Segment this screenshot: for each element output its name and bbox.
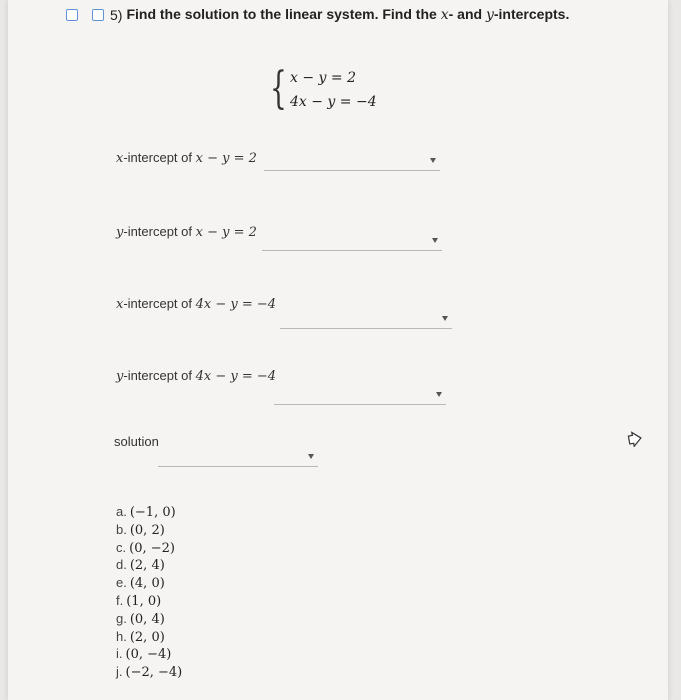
chevron-down-icon (436, 392, 442, 397)
field-label-eq: x − y = 2 (195, 225, 257, 240)
field-label-var: y (116, 225, 124, 240)
answer-dropdown-3[interactable] (280, 310, 452, 329)
field-label (116, 368, 276, 384)
flag-checkbox[interactable] (66, 9, 78, 21)
question-text-part: - and (448, 6, 486, 22)
mouse-cursor-icon (627, 431, 643, 447)
field-label-var: y (116, 369, 124, 384)
option-value: (0, 4) (129, 611, 165, 627)
chevron-down-icon (442, 316, 448, 321)
field-label-eq: 4x − y = −4 (195, 369, 277, 384)
answer-dropdown-solution[interactable] (158, 448, 318, 467)
list-item (116, 629, 182, 647)
list-item (116, 593, 182, 611)
question-page (8, 0, 668, 700)
option-value: (−1, 0) (129, 505, 176, 520)
list-item (116, 540, 182, 558)
answer-dropdown-4[interactable] (274, 386, 446, 405)
list-item (116, 646, 182, 664)
list-item (116, 522, 182, 540)
field-row-solution (114, 434, 159, 450)
field-label-eq: 4x − y = −4 (195, 297, 277, 312)
option-value: (4, 0) (129, 576, 165, 592)
field-label-text: -intercept of (123, 296, 196, 311)
field-label (116, 296, 276, 312)
field-row-x-intercept-1 (116, 150, 257, 166)
question-text-part: Find the solution to the linear system. Find the (126, 6, 441, 22)
option-value: (0, −4) (125, 647, 172, 663)
chevron-down-icon (432, 238, 438, 243)
list-item (116, 575, 182, 593)
question-text (126, 6, 569, 23)
option-letter: a. (116, 504, 127, 519)
list-item (116, 504, 182, 522)
option-value: (−2, −4) (125, 665, 183, 681)
option-letter: f. (116, 592, 124, 608)
system-brace: { (270, 63, 287, 114)
option-value: (2, 4) (129, 558, 165, 574)
question-var-y: y (485, 7, 494, 23)
question-header (66, 6, 569, 23)
field-label (116, 224, 257, 240)
option-letter: d. (116, 557, 127, 573)
option-letter: g. (116, 610, 127, 626)
field-label (114, 434, 159, 450)
option-letter: i. (116, 646, 123, 662)
equation-2: 4x − y = −4 (290, 94, 377, 110)
field-row-y-intercept-2 (116, 368, 276, 384)
field-label-text: -intercept of (123, 150, 196, 165)
field-label-text: -intercept of (123, 368, 196, 383)
field-row-y-intercept-1 (116, 224, 257, 240)
field-label-var: x (116, 297, 124, 312)
answer-dropdown-2[interactable] (262, 232, 442, 251)
option-letter: j. (116, 664, 123, 680)
option-letter: h. (116, 628, 127, 644)
answer-dropdown-1[interactable] (264, 152, 440, 171)
question-text-part: -intercepts. (493, 6, 570, 22)
question-var-x: x (440, 7, 449, 23)
field-label-var: x (116, 151, 124, 166)
option-letter: c. (116, 539, 127, 555)
chevron-down-icon (308, 454, 314, 459)
option-value: (1, 0) (126, 593, 162, 609)
bookmark-checkbox[interactable] (92, 9, 104, 21)
field-label-eq: x − y = 2 (195, 151, 257, 166)
option-value: (0, −2) (129, 540, 175, 556)
option-value: (0, 2) (129, 522, 165, 538)
question-number: 5) (110, 6, 123, 23)
option-letter: b. (116, 521, 127, 537)
equation-system (270, 63, 410, 118)
option-value: (2, 0) (129, 629, 165, 645)
option-letter: e. (116, 575, 127, 591)
list-item (116, 664, 182, 682)
field-label (116, 150, 257, 166)
list-item (116, 557, 182, 575)
list-item (116, 611, 182, 629)
field-label-text: solution (114, 434, 159, 449)
answer-options-list (116, 504, 182, 682)
equation-1: x − y = 2 (290, 70, 356, 86)
field-row-x-intercept-2 (116, 296, 276, 312)
chevron-down-icon (430, 158, 436, 163)
field-label-text: -intercept of (123, 224, 196, 239)
